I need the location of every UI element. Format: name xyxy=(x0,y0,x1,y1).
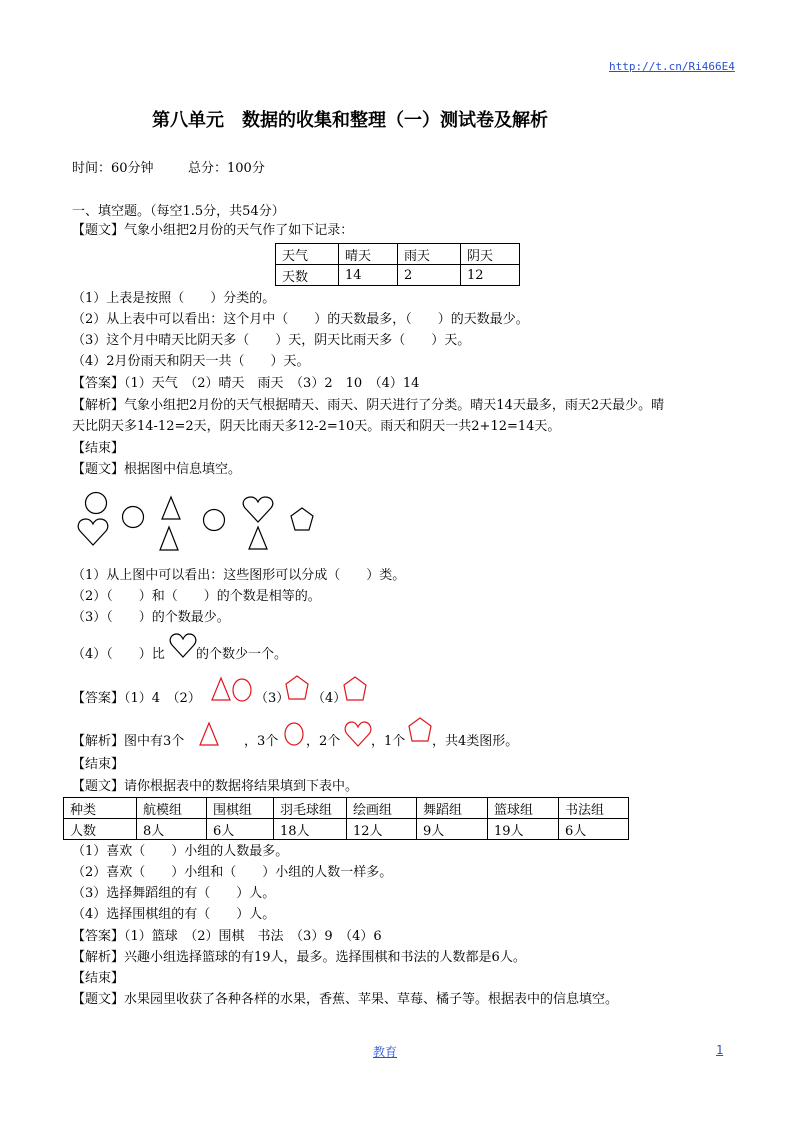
table-cell: 6人 xyxy=(559,819,629,840)
table-cell: 雨天 xyxy=(398,244,461,265)
table-cell: 8人 xyxy=(137,819,207,840)
table-cell: 篮球组 xyxy=(488,798,559,819)
heart-shape xyxy=(78,519,108,545)
q2-sub3: （3）（ ）的个数最少。 xyxy=(72,610,230,625)
q3-analysis: 【解析】兴趣小组选择篮球的有19人，最多。选择围棋和书法的人数都是6人。 xyxy=(72,950,526,965)
triangle-shape xyxy=(160,527,178,550)
page-title: 第八单元 数据的收集和整理（一）测试卷及解析 xyxy=(152,110,548,131)
page-number: 1 xyxy=(716,1043,724,1057)
triangle-icon xyxy=(200,723,218,745)
table-row xyxy=(64,819,629,840)
triangle-shape xyxy=(162,497,180,519)
q2-analysis-part4: ，1个 xyxy=(371,734,406,749)
q3-sub2: （2）喜欢（ ）小组和（ ）小组的人数一样多。 xyxy=(72,865,393,880)
table-cell: 阴天 xyxy=(461,244,520,265)
table-cell: 种类 xyxy=(64,798,137,819)
q2-answer-part1: 【答案】（1）4 （2） xyxy=(72,691,201,706)
table-cell: 晴天 xyxy=(339,244,398,265)
table-row xyxy=(64,798,629,819)
table-cell: 12人 xyxy=(347,819,417,840)
q1-sub1: （1）上表是按照（ ）分类的。 xyxy=(72,291,276,306)
table-cell: 天气 xyxy=(276,244,339,265)
circle-icon xyxy=(233,679,251,701)
table-cell: 围棋组 xyxy=(207,798,274,819)
q2-analysis-part3: ，2个 xyxy=(306,734,341,749)
q2-stem: 【题文】根据图中信息填空。 xyxy=(72,462,242,477)
triangle-icon xyxy=(212,678,230,700)
heart-icon xyxy=(170,634,196,657)
heart-icon xyxy=(345,722,371,746)
pentagon-icon xyxy=(344,677,366,700)
circle-shape xyxy=(123,507,144,528)
circle-shape xyxy=(86,493,107,514)
q1-analysis-line2: 天比阴天多14-12=2天，阴天比雨天多12-2=10天。雨天和阴天一共2+12=14天。 xyxy=(72,419,561,434)
table-cell: 19人 xyxy=(488,819,559,840)
q3-group-table xyxy=(63,797,629,840)
q3-sub3: （3）选择舞蹈组的有（ ）人。 xyxy=(72,886,276,901)
q2-sub2: （2）（ ）和（ ）的个数是相等的。 xyxy=(72,589,321,604)
q2-answer-part2: （3） xyxy=(255,691,290,706)
q2-analysis-part1: 【解析】图中有3个 xyxy=(72,734,185,749)
q4-stem: 【题文】水果园里收获了各种各样的水果，香蕉、苹果、草莓、橘子等。根据表中的信息填空。 xyxy=(72,992,619,1007)
q3-end: 【结束】 xyxy=(72,971,125,986)
table-cell: 天数 xyxy=(276,265,339,286)
pentagon-icon xyxy=(409,718,431,741)
table-cell: 人数 xyxy=(64,819,137,840)
heart-shape xyxy=(243,497,273,522)
table-cell: 2 xyxy=(398,265,461,286)
q1-analysis-line1: 【解析】气象小组把2月份的天气根据晴天、雨天、阴天进行了分类。晴天14天最多，雨天2天最少。晴 xyxy=(72,398,665,413)
header-link[interactable]: http://t.cn/Ri466E4 xyxy=(609,60,735,73)
q1-sub2: （2）从上表中可以看出：这个月中（ ）的天数最多，（ ）的天数最少。 xyxy=(72,312,529,327)
time-label: 时间：60分钟 xyxy=(72,161,154,176)
q1-answer: 【答案】（1）天气 （2）晴天 雨天 （3）2 10 （4）14 xyxy=(72,376,420,391)
q3-sub1: （1）喜欢（ ）小组的人数最多。 xyxy=(72,844,289,859)
table-cell: 12 xyxy=(461,265,520,286)
q1-end: 【结束】 xyxy=(72,441,125,456)
total-score-label: 总分：100分 xyxy=(188,161,265,176)
q3-stem: 【题文】请你根据表中的数据将结果填到下表中。 xyxy=(72,779,359,794)
table-cell: 航模组 xyxy=(137,798,207,819)
section-heading: 一、填空题。（每空1.5分，共54分） xyxy=(72,204,285,219)
pentagon-icon xyxy=(286,676,308,699)
circle-icon xyxy=(285,723,303,745)
table-cell: 绘画组 xyxy=(347,798,417,819)
q1-stem: 【题文】气象小组把2月份的天气作了如下记录： xyxy=(72,223,354,238)
q2-analysis-part2: ，3个 xyxy=(244,734,279,749)
q2-sub4-part1: （4）（ ）比 xyxy=(72,647,165,662)
pentagon-shape xyxy=(291,508,313,530)
q1-sub3: （3）这个月中晴天比阴天多（ ）天，阴天比雨天多（ ）天。 xyxy=(72,333,471,348)
q3-sub4: （4）选择围棋组的有（ ）人。 xyxy=(72,907,276,922)
table-cell: 舞蹈组 xyxy=(417,798,488,819)
triangle-shape xyxy=(249,527,267,549)
table-cell: 14 xyxy=(339,265,398,286)
q2-sub4-part2: 的个数少一个。 xyxy=(196,647,288,662)
q1-sub4: （4）2月份雨天和阴天一共（ ）天。 xyxy=(72,354,310,369)
circle-shape xyxy=(204,510,225,531)
q2-end: 【结束】 xyxy=(72,757,125,772)
table-cell: 书法组 xyxy=(559,798,629,819)
q2-analysis-part5: ，共4类图形。 xyxy=(432,734,519,749)
footer-link[interactable]: 教育 xyxy=(373,1045,398,1059)
q2-answer-part3: （4） xyxy=(312,691,347,706)
table-cell: 羽毛球组 xyxy=(274,798,347,819)
q3-answer: 【答案】（1）篮球 （2）围棋 书法 （3）9 （4）6 xyxy=(72,929,382,944)
table-cell: 18人 xyxy=(274,819,347,840)
q2-sub1: （1）从上图中可以看出：这些图形可以分成（ ）类。 xyxy=(72,568,406,583)
table-cell: 9人 xyxy=(417,819,488,840)
table-cell: 6人 xyxy=(207,819,274,840)
